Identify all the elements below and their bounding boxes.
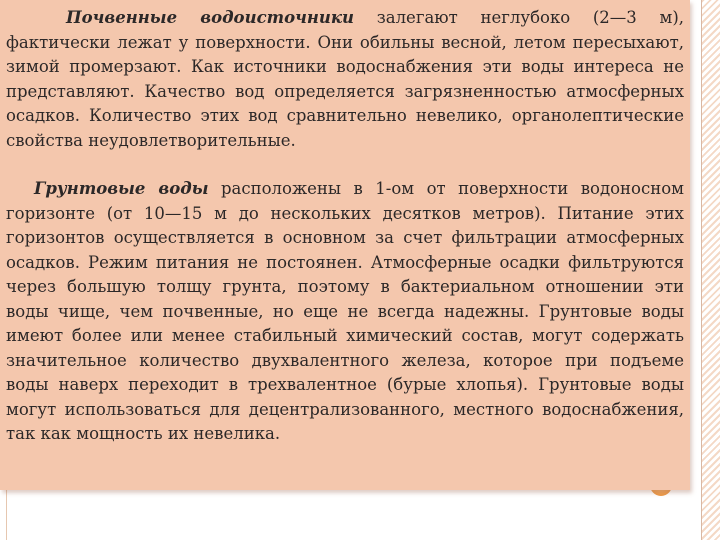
paragraph-ground-water (6, 177, 684, 447)
paragraph-lead-ground-water: Грунтовые воды (34, 179, 209, 198)
paragraph-body-soil-water: залегают неглубоко (2—3 м), фактически лежат у поверхности. Они обильны весной, летом пересыхают, зимой промерзают. Как источники водоснабжения эти воды интереса не представляют. Качество вод определяется загрязненностью атмосферных осадков. Количество этих вод сравнительно невелико, органолептические свойства неудовлетворительные. (6, 8, 684, 150)
decorative-stripe (702, 0, 720, 540)
paragraph-body-ground-water: расположены в 1-ом от поверхности водоносном горизонте (от 10—15 м до нескольких десятков метров). Питание этих горизонтов осуществляется в основном за счет фильтрации атмосферных осадков. Режим питания не постоянен. Атмосферные осадки фильтруются через большую толщу грунта, поэтому в бактериальном отношении эти воды чище, чем почвенные, но еще не всегда надежны. Грунтовые воды имеют более или менее стабильный химический состав, могут содержать значительное количество двухвалентного железа, которое при подъеме воды наверх переходит в трехвалентное (бурые хлопья). Грунтовые воды могут использоваться для децентрализованного, местного водоснабжения, так как мощность их невелика. (6, 179, 684, 443)
paragraph-lead-soil-water: Почвенные водоисточники (66, 8, 355, 27)
paragraph-soil-water (6, 6, 684, 153)
